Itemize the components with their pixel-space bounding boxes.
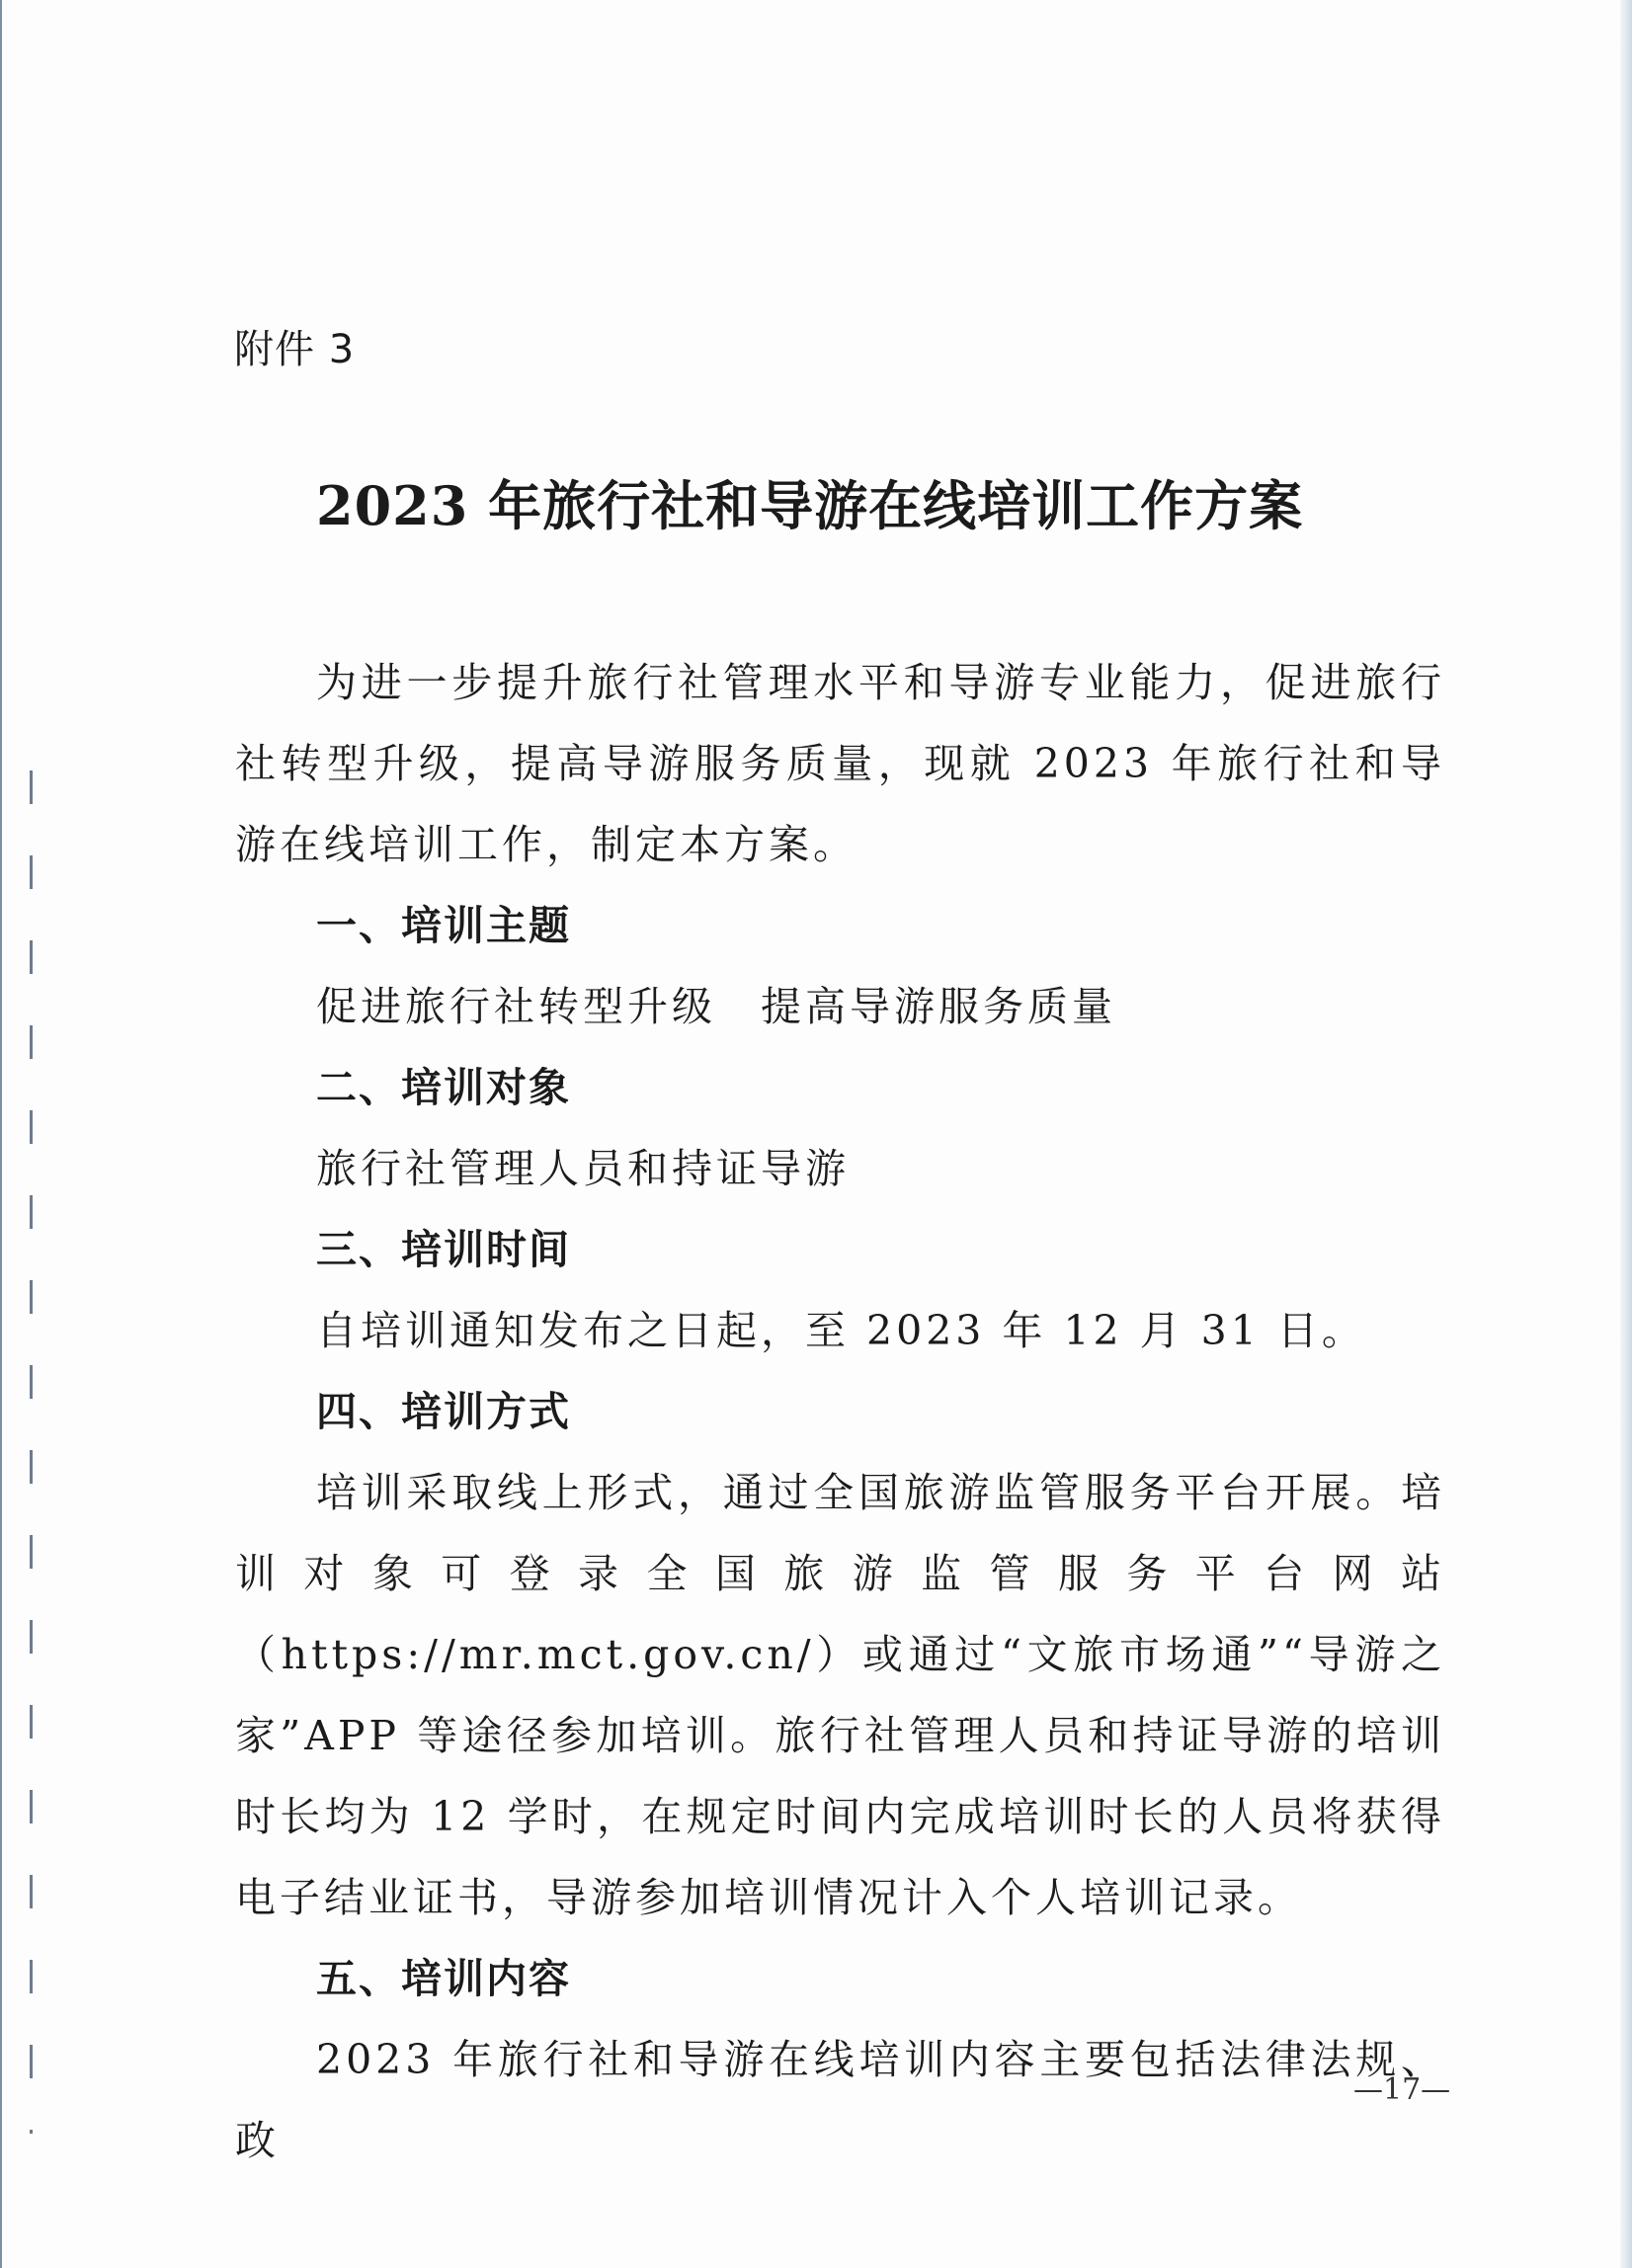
section-heading-4: 四、培训方式 [316, 1388, 571, 1435]
page-number: —17— [1353, 2072, 1451, 2107]
section-text-5: 2023 年旅行社和导游在线培训内容主要包括法律法规、政 [235, 2036, 1445, 2164]
section-heading-1: 一、培训主题 [316, 902, 571, 949]
scan-left-edge [0, 0, 2, 2268]
intro-paragraph: 为进一步提升旅行社管理水平和导游专业能力，促进旅行社转型升级，提高导游服务质量，现就 2023 年旅行社和导游在线培训工作，制定本方案。 [235, 659, 1445, 868]
section-text-3: 自培训通知发布之日起，至 2023 年 12 月 31 日。 [316, 1307, 1366, 1354]
section-heading-3: 三、培训时间 [316, 1226, 571, 1273]
document-body [235, 642, 1445, 2181]
section-heading-5: 五、培训内容 [316, 1955, 571, 2002]
section-text-2: 旅行社管理人员和持证导游 [316, 1145, 850, 1192]
section-text-1: 促进旅行社转型升级 提高导游服务质量 [316, 983, 1116, 1030]
section-text-4: 培训采取线上形式，通过全国旅游监管服务平台开展。培训对象可登录全国旅游监管服务平台网站（https://mr.mct.gov.cn/）或通过“文旅市场通”“导游之家”APP 等途径参加培训。旅行社管理人员和持证导游的培训时长均为 12 学时，在规定时间内完成培训时长的人员将获得电子结业证书，导游参加培训情况计入个人培训记录。 [235, 1469, 1445, 1921]
section-heading-2: 二、培训对象 [316, 1064, 571, 1111]
scan-right-edge [1620, 0, 1632, 2268]
binding-marks [30, 770, 33, 2134]
attachment-label: 附件 3 [234, 327, 356, 372]
document-title: 2023 年旅行社和导游在线培训工作方案 [316, 474, 1304, 537]
